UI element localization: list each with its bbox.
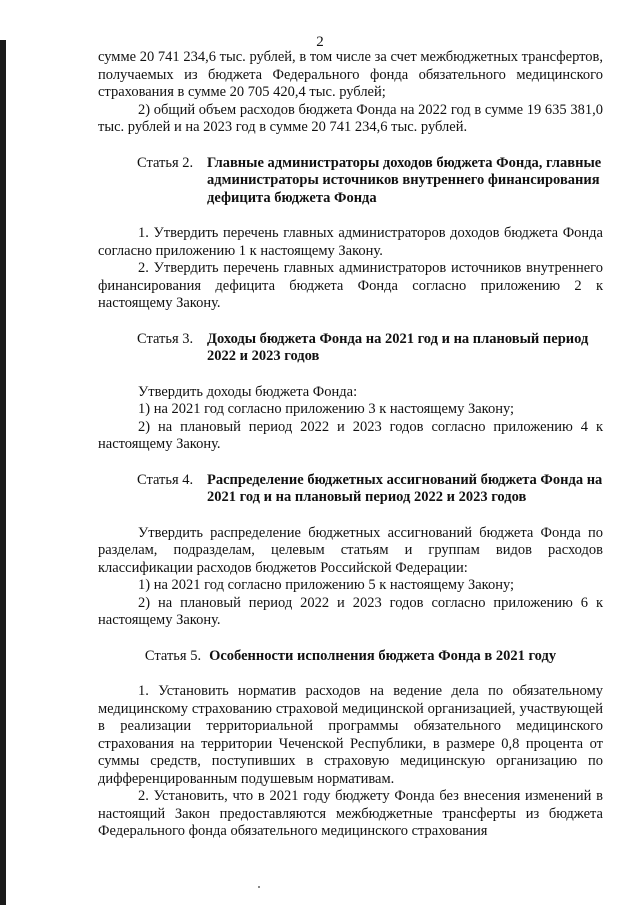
article-paragraph: Утвердить доходы бюджета Фонда: [138, 383, 358, 400]
scan-edge [0, 40, 6, 905]
article-paragraph: 2) на плановый период 2022 и 2023 годов согласно приложению 4 к настоящему Закону. [98, 418, 603, 452]
article-title: Распределение бюджетных ассигнований бюджета Фонда на 2021 год и на плановый период 2022 и 2023 годов [207, 471, 603, 505]
article-number: Статья 5. [144, 647, 202, 664]
article-paragraph: 1) на 2021 год согласно приложению 3 к настоящему Закону; [138, 401, 515, 417]
article-paragraph: 2. Утвердить перечень главных администраторов источников внутреннего финансирования дефицита бюджета Фонда согласно приложению 2 к настоящему Закону. [98, 260, 603, 311]
article-heading [98, 155, 603, 208]
page-number: 2 [316, 34, 324, 50]
intro-paragraph: сумме 20 741 234,6 тыс. рублей, в том числе за счет межбюджетных трансфертов, получаемых из бюджета Федерального фонда обязательного медицинского страхования в сумме 20 705 420,4 тыс. рублей; [98, 49, 603, 100]
article-paragraph: 1. Установить норматив расходов на ведение дела по обязательному медицинскому страхованию страховой медицинской организацией, участвующей в реализации территориальной программы обязательного медицинского страхования на территории Чеченской Республики, в размере 0,8 процента от суммы средств, поступивших в страховую медицинскую организацию по дифференцированным подушевым нормативам. [98, 683, 603, 787]
article-title: Главные администраторы доходов бюджета Фонда, главные администраторы источников внутреннего финансирования дефицита бюджета Фонда [207, 154, 602, 206]
article-paragraph: 2) на плановый период 2022 и 2023 годов согласно приложению 6 к настоящему Закону. [98, 594, 603, 628]
article-number: Статья 3. [137, 330, 194, 347]
article-number: Статья 4. [137, 471, 194, 488]
intro-paragraph: 2) общий объем расходов бюджета Фонда на 2022 год в сумме 19 635 381,0 тыс. рублей и на 2023 год в сумме 20 741 234,6 тыс. рублей. [98, 101, 603, 135]
article-paragraph: 1) на 2021 год согласно приложению 5 к настоящему Закону; [138, 577, 515, 593]
article-heading [98, 472, 603, 507]
article-heading [98, 648, 603, 666]
scan-speck [258, 886, 260, 888]
article-heading [98, 331, 603, 366]
article-paragraph: Утвердить распределение бюджетных ассигнований бюджета Фонда по разделам, подразделам, целевым статьям и группам видов расходов классификации расходов бюджетов Российской Федерации: [98, 524, 603, 576]
document-body [98, 49, 603, 841]
article-paragraph: 1. Утвердить перечень главных администраторов доходов бюджета Фонда согласно приложению 1 к настоящему Закону. [98, 225, 603, 259]
article-title: Доходы бюджета Фонда на 2021 год и на плановый период 2022 и 2023 годов [207, 330, 589, 364]
article-paragraph: 2. Установить, что в 2021 году бюджету Фонда без внесения изменений в настоящий Закон предоставляются межбюджетные трансферты из бюджета Федерального фонда обязательного медицинского страхования [98, 788, 603, 839]
article-title: Особенности исполнения бюджета Фонда в 2021 году [209, 647, 557, 664]
article-number: Статья 2. [137, 154, 194, 171]
